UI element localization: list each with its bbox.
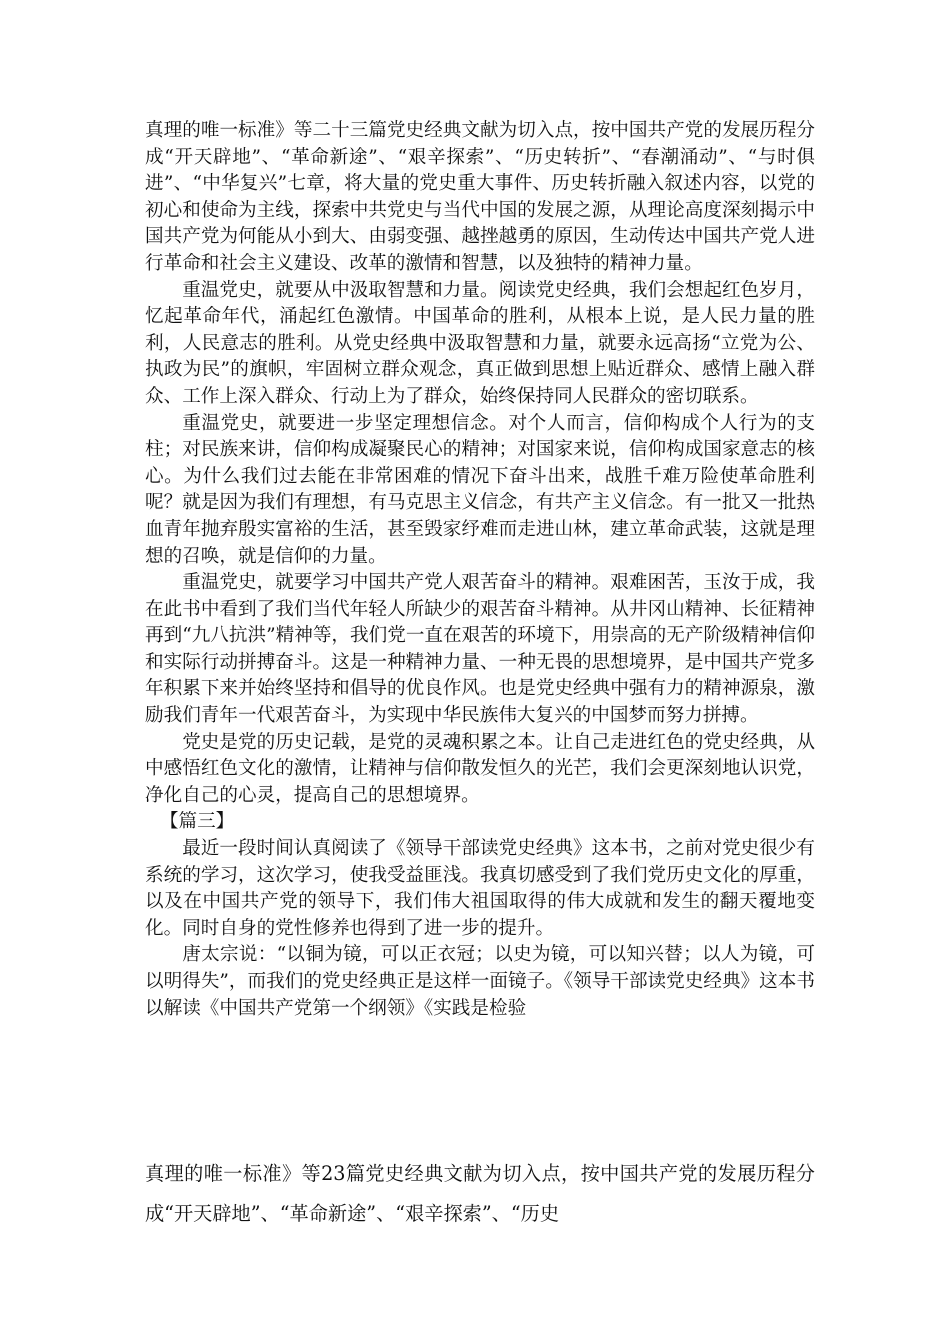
document-body-wide-spacing xyxy=(145,1154,815,1234)
body-paragraph: 最近一段时间认真阅读了《领导干部读党史经典》这本书，之前对党史很少有系统的学习，这次学习，使我受益匪浅。我真切感受到了我们党历史文化的厚重，以及在中国共产党的领导下，我们伟大祖国取得的伟大成就和发生的翻天覆地变化。同时自身的党性修养也得到了进一步的提升。 xyxy=(145,838,815,939)
body-paragraph: 重温党史，就要从中汲取智慧和力量。阅读党史经典，我们会想起红色岁月，忆起革命年代，涌起红色激情。中国革命的胜利，从根本上说，是人民力量的胜利，人民意志的胜利。从党史经典中汲取智慧和力量，就要永远高扬“立党为公、执政为民”的旗帜，牢固树立群众观念，真正做到思想上贴近群众、感情上融入群众、工作上深入群众、行动上为了群众，始终保持同人民群众的密切联系。 xyxy=(145,279,815,407)
body-paragraph: 党史是党的历史记载，是党的灵魂积累之本。让自己走进红色的党史经典，从中感悟红色文化的激情，让精神与信仰散发恒久的光芒，我们会更深刻地认识党，净化自己的心灵，提高自己的思想境界。 xyxy=(145,731,815,806)
body-paragraph-continued: 真理的唯一标准》等23篇党史经典文献为切入点，按中国共产党的发展历程分成“开天辟地”、“革命新途”、“艰辛探索”、“历史 xyxy=(145,1162,815,1225)
section-heading: 【篇三】 xyxy=(159,811,235,833)
document-body xyxy=(145,118,815,1022)
body-paragraph: 重温党史，就要进一步坚定理想信念。对个人而言，信仰构成个人行为的支柱；对民族来讲，信仰构成凝聚民心的精神；对国家来说，信仰构成国家意志的核心。为什么我们过去能在非常困难的情况下奋斗出来，战胜千难万险使革命胜利呢？就是因为我们有理想，有马克思主义信念，有共产主义信念。有一批又一批热血青年抛弃殷实富裕的生活，甚至毁家纾难而走进山林，建立革命武装，这就是理想的召唤，就是信仰的力量。 xyxy=(145,412,815,567)
body-paragraph: 重温党史，就要学习中国共产党人艰苦奋斗的精神。艰难困苦，玉汝于成，我在此书中看到了我们当代年轻人所缺少的艰苦奋斗精神。从井冈山精神、长征精神再到“九八抗洪”精神等，我们党一直在艰苦的环境下，用崇高的无产阶级精神信仰和实际行动拼搏奋斗。这是一种精神力量、一种无畏的思想境界，是中国共产党多年积累下来并始终坚持和倡导的优良作风。也是党史经典中强有力的精神源泉，激励我们青年一代艰苦奋斗，为实现中华民族伟大复兴的中国梦而努力拼搏。 xyxy=(145,572,815,727)
body-paragraph: 唐太宗说：“以铜为镜，可以正衣冠；以史为镜，可以知兴替；以人为镜，可以明得失”，而我们的党史经典正是这样一面镜子。《领导干部读党史经典》这本书以解读《中国共产党第一个纲领》《实践是检验 xyxy=(145,944,815,1019)
body-paragraph-continued: 真理的唯一标准》等二十三篇党史经典文献为切入点，按中国共产党的发展历程分成“开天辟地”、“革命新途”、“艰辛探索”、“历史转折”、“春潮涌动”、“与时俱进”、“中华复兴”七章，将大量的党史重大事件、历史转折融入叙述内容，以党的初心和使命为主线，探索中共党史与当代中国的发展之源，从理论高度深刻揭示中国共产党为何能从小到大、由弱变强、越挫越勇的原因，生动传达中国共产党人进行革命和社会主义建设、改革的激情和智慧，以及独特的精神力量。 xyxy=(145,120,815,274)
